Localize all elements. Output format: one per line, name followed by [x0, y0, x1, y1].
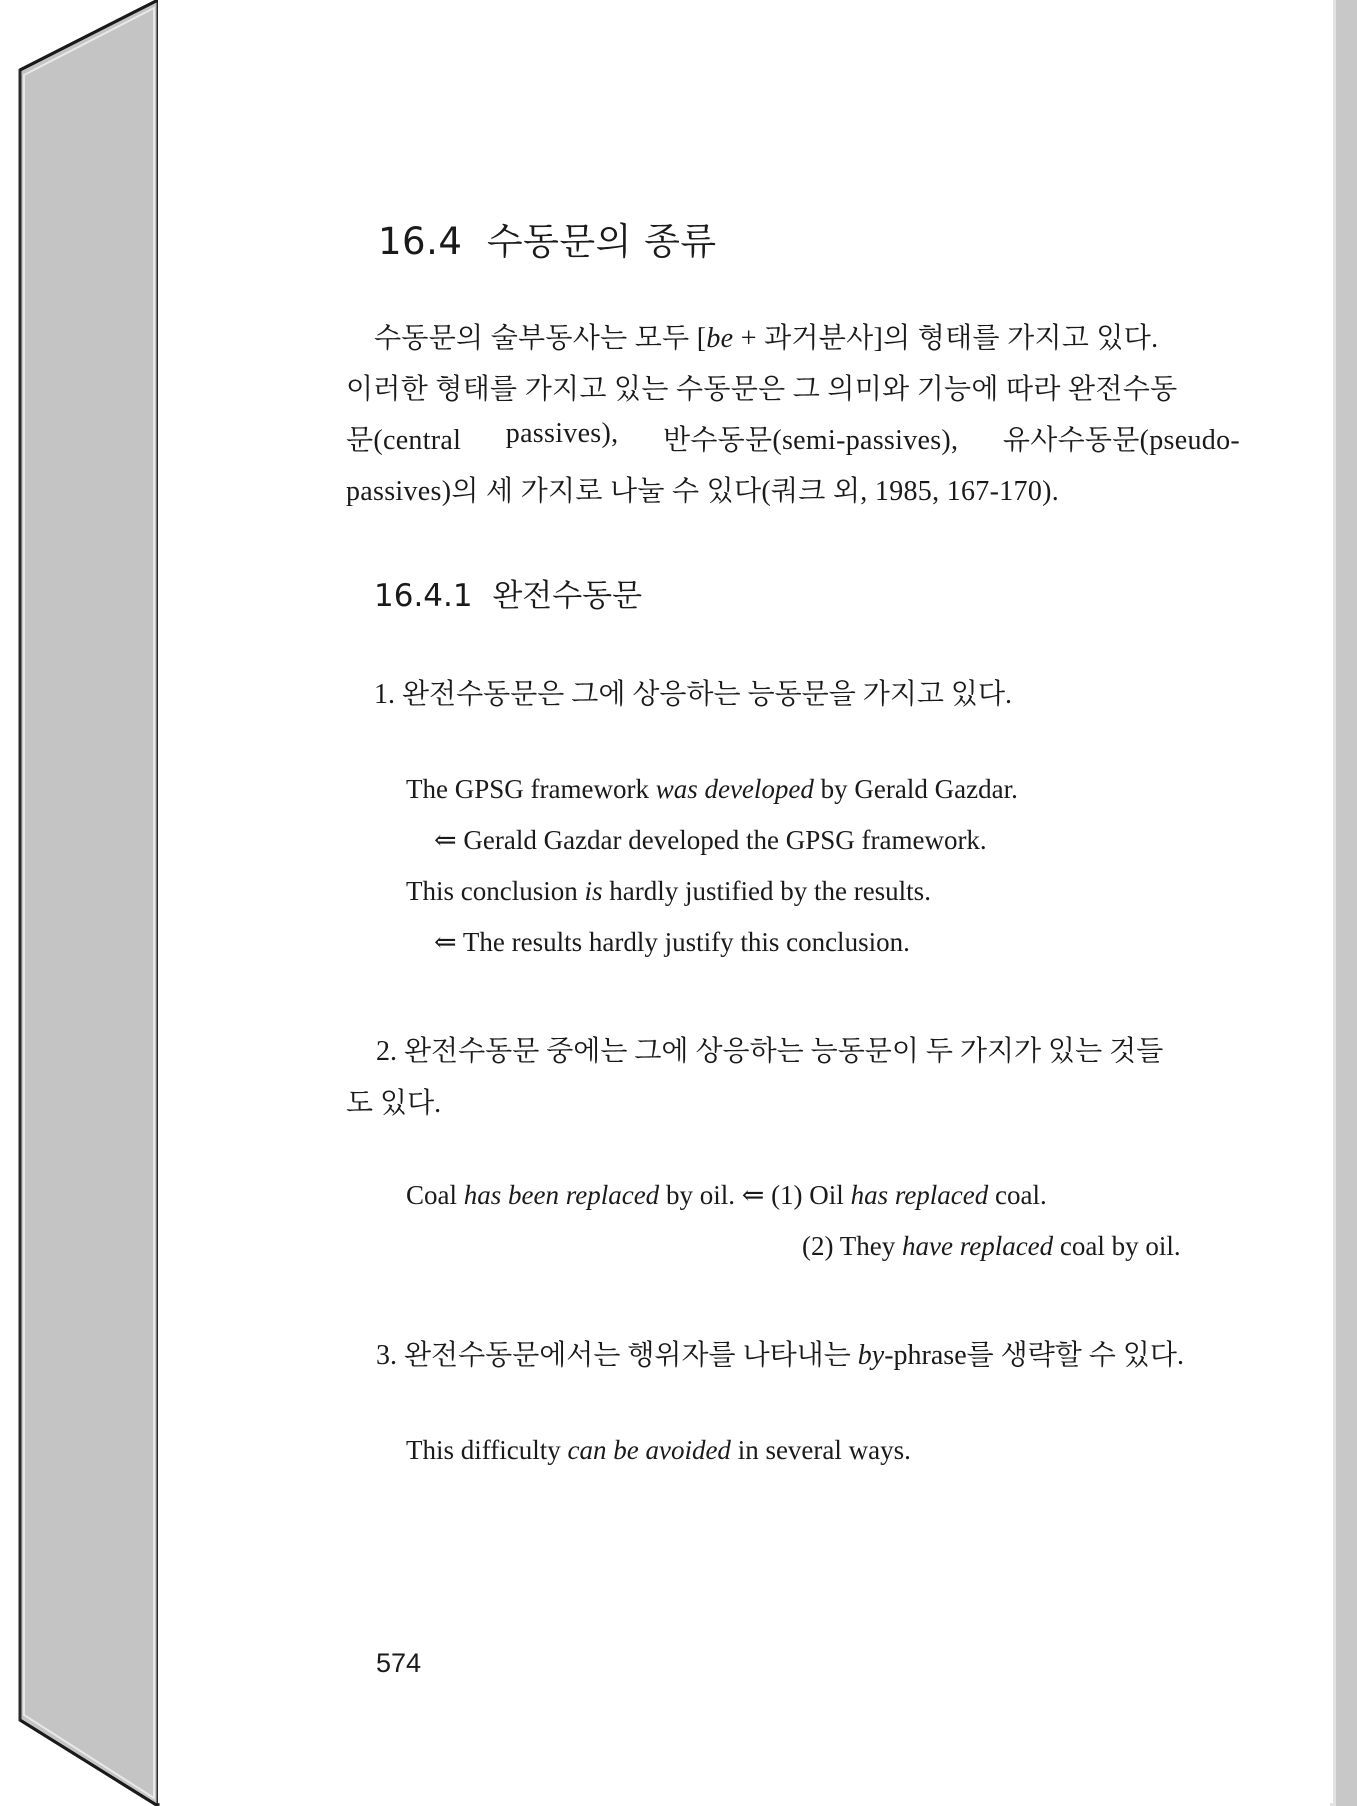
item-1-example-2-active: ⇐ The results hardly justify this conclusion.	[434, 927, 910, 957]
intro-line-2: 이러한 형태를 가지고 있는 수동문은 그 의미와 기능에 따라 완전수동	[346, 374, 1178, 405]
page-number: 574	[376, 1648, 422, 1678]
item-2-example-second: (2) They have replaced coal by oil.	[802, 1231, 1181, 1261]
item-2-line-1: 2. 완전수동문 중에는 그에 상응하는 능동문이 두 가지가 있는 것들	[376, 1036, 1164, 1067]
item-2-example: Coal has been replaced by oil. ⇐ (1) Oil has replaced coal.	[406, 1180, 1047, 1210]
item-2-line-2: 도 있다.	[346, 1088, 442, 1119]
intro-line-3: 문(central passives), 반수동문(semi-passives), 유사수동문(pseudo-	[346, 418, 1240, 456]
item-1-example-1-active: ⇐ Gerald Gazdar developed the GPSG framework.	[434, 825, 987, 855]
item-3-text: 3. 완전수동문에서는 행위자를 나타내는 by-phrase를 생략할 수 있다.	[376, 1340, 1184, 1371]
item-3-example: This difficulty can be avoided in several ways.	[406, 1435, 911, 1465]
section-title: 수동문의 종류	[486, 220, 717, 263]
subsection-number: 16.4.1	[374, 578, 473, 614]
intro-line-4: passives)의 세 가지로 나눌 수 있다(쿼크 외, 1985, 167-170).	[346, 476, 1060, 507]
intro-line-1: 수동문의 술부동사는 모두 [be + 과거분사]의 형태를 가지고 있다.	[374, 323, 1159, 354]
item-1-text: 1. 완전수동문은 그에 상응하는 능동문을 가지고 있다.	[374, 679, 1013, 710]
section-heading	[378, 211, 717, 265]
subsection-title: 완전수동문	[492, 578, 643, 614]
item-1-example-2: This conclusion is hardly justified by the results.	[406, 876, 931, 906]
subsection-heading	[374, 570, 642, 615]
section-number: 16.4	[378, 220, 463, 263]
item-1-example-1: The GPSG framework was developed by Gerald Gazdar.	[406, 774, 1018, 804]
